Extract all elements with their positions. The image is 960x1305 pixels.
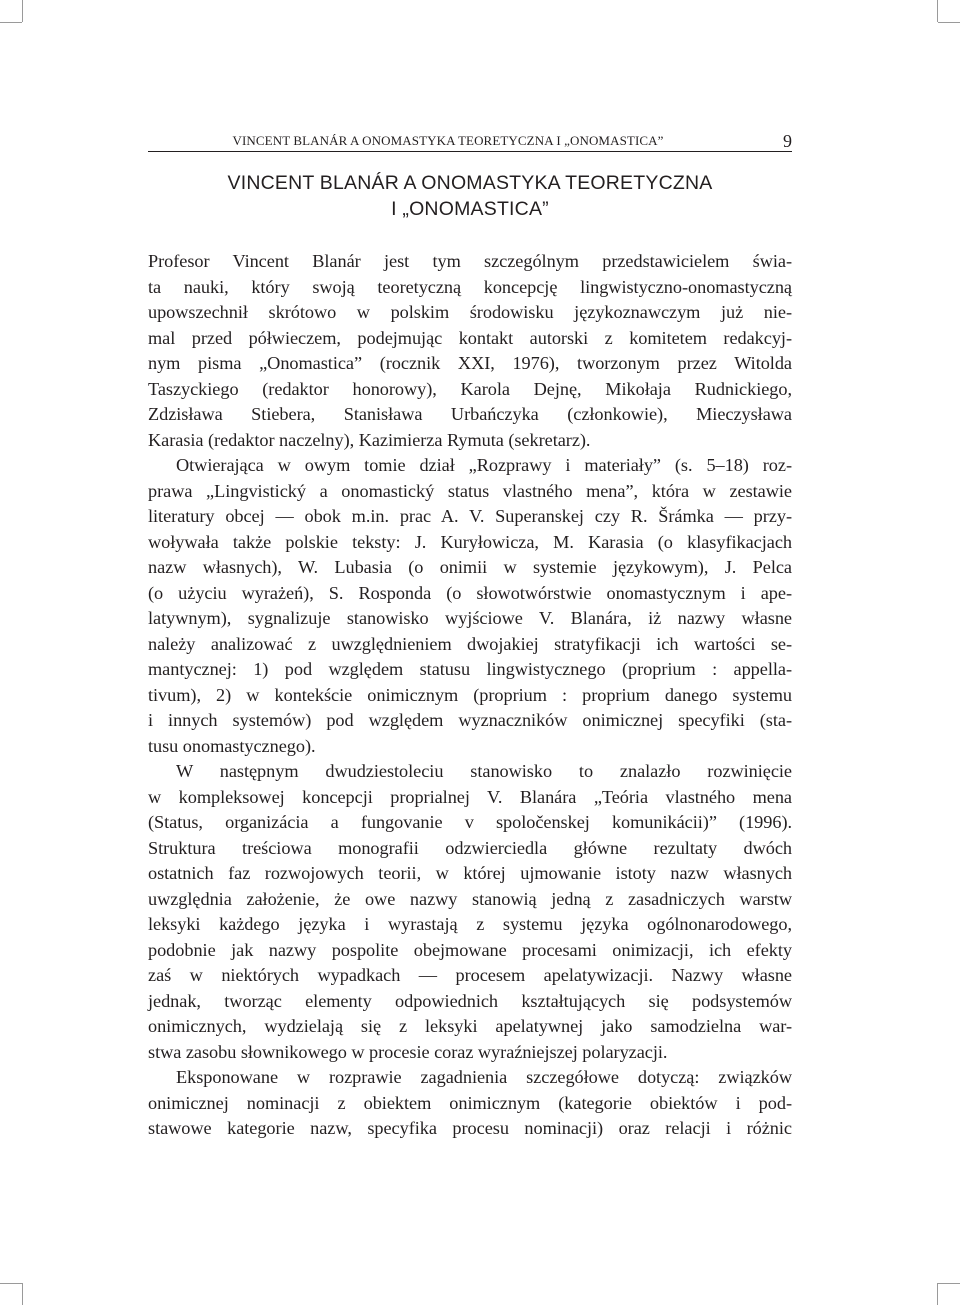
- text-line: jednak, tworząc elementy odpowiednich kształtujących się podsystemów: [148, 990, 792, 1011]
- text-line: należy analizować z uwzględnieniem dwojakiej stratyfikacji ich wartości se-: [148, 633, 792, 654]
- text-line: Profesor Vincent Blanár jest tym szczególnym przedstawicielem świa-: [148, 251, 792, 271]
- text-line: leksyki każdego języka i wyrastają z systemu języka ogólnonarodowego,: [148, 914, 792, 934]
- text-line: i innych systemów) pod względem wyznaczników onimicznej specyfiki (sta-: [148, 710, 792, 730]
- crop-mark: [937, 1283, 938, 1305]
- title-line: I „ONOMASTICA”: [391, 198, 549, 220]
- text-line: mantycznej: 1) pod względem statusu lingwistycznego (proprium : appella-: [148, 659, 792, 679]
- title-line: VINCENT BLANÁR A ONOMASTYKA TEORETYCZNA: [227, 172, 713, 194]
- text-line: Otwierająca w owym tomie dział „Rozprawy i materiały” (s. 5–18) roz-: [176, 455, 792, 475]
- crop-mark: [22, 1283, 23, 1305]
- text-line: nazw własnych), W. Lubasia (o onimii w systemie językowym), J. Pelca: [148, 557, 792, 577]
- text-line: woływała także polskie teksty: J. Kuryłowicza, M. Karasia (o klasyfikacjach: [148, 531, 792, 552]
- text-line: Karasia (redaktor naczelny), Kazimierza Rymuta (sekretarz).: [148, 429, 591, 450]
- article-title: [148, 170, 792, 222]
- text-line: prawa „Lingvistický a onomastický status vlastného mena”, która w zestawie: [148, 480, 792, 501]
- text-line: onimicznej nominacji z obiektem onimicznym (kategorie obiektów i pod-: [148, 1092, 792, 1113]
- text-line: Taszyckiego (redaktor honorowy), Karola Dejnę, Mikołaja Rudnickiego,: [148, 378, 792, 399]
- page-number: 9: [783, 131, 792, 151]
- header-rule: [148, 151, 792, 152]
- text-line: tusu onomastycznego).: [148, 735, 316, 756]
- crop-mark: [938, 22, 960, 23]
- text-line: (o użyciu wyrażeń), S. Rosponda (o słowotwórstwie onomastycznym i ape-: [148, 582, 792, 603]
- text-line: ta nauki, który swoją teoretyczną koncepcję lingwistyczno-onomastyczną: [148, 276, 792, 297]
- text-line: podobnie jak nazwy pospolite obejmowane procesami onimizacji, ich efekty: [148, 939, 792, 960]
- text-line: latywnym), sygnalizuje stanowisko wyjściowe V. Blanára, iż nazwy własne: [148, 608, 792, 628]
- crop-mark: [0, 1283, 22, 1284]
- text-line: zaś w niektórych wypadkach — procesem apelatywizacji. Nazwy własne: [148, 965, 792, 985]
- text-line: upowszechnił skrótowo w polskim środowisku językoznawczym już nie-: [148, 302, 792, 322]
- text-line: Struktura treściowa monografii odzwierciedla główne rezultaty dwóch: [148, 837, 792, 858]
- text-line: W następnym dwudziestoleciu stanowisko to znalazło rozwinięcie: [176, 761, 792, 781]
- crop-mark: [0, 22, 22, 23]
- running-title: VINCENT BLANÁR A ONOMASTYKA TEORETYCZNA I „ONOMASTICA”: [232, 133, 664, 148]
- text-line: onimicznych, wydzielają się z leksyki apelatywnej jako samodzielna war-: [148, 1016, 792, 1036]
- text-line: mal przed półwieczem, podejmując kontakt autorski z komitetem redakcyj-: [148, 327, 792, 348]
- text-line: ostatnich faz rozwojowych teorii, w której ujmowanie istoty nazw własnych: [148, 863, 792, 883]
- text-line: stwa zasobu słownikowego w procesie coraz wyraźniejszej polaryzacji.: [148, 1041, 668, 1062]
- text-line: Zdzisława Stiebera, Stanisława Urbańczyka (członkowie), Mieczysława: [148, 404, 792, 424]
- text-line: tivum), 2) w kontekście onimicznym (proprium : proprium danego systemu: [148, 684, 792, 705]
- text-line: literatury obcej — obok m.in. prac A. V. Superanskej czy R. Šrámka — przy-: [148, 506, 792, 526]
- crop-mark: [22, 0, 23, 22]
- text-line: nym pisma „Onomastica” (rocznik XXI, 1976), tworzonym przez Witolda: [148, 353, 792, 373]
- running-header: [148, 131, 792, 151]
- text-line: stawowe kategorie nazw, specyfika procesu nominacji) oraz relacji i różnic: [148, 1118, 792, 1138]
- text-line: w kompleksowej koncepcji proprialnej V. Blanára „Teória vlastného mena: [148, 786, 792, 807]
- text-line: uwzględnia założenie, że owe nazwy stanowią jedną z zasadniczych warstw: [148, 888, 792, 909]
- text-line: Eksponowane w rozprawie zagadnienia szczegółowe dotyczą: związków: [176, 1067, 792, 1087]
- crop-mark: [938, 1283, 960, 1284]
- crop-mark: [937, 0, 938, 22]
- text-line: (Status, organizácia a fungovanie v spoločenskej komunikácii)” (1996).: [148, 812, 792, 832]
- body-text: [148, 249, 792, 1142]
